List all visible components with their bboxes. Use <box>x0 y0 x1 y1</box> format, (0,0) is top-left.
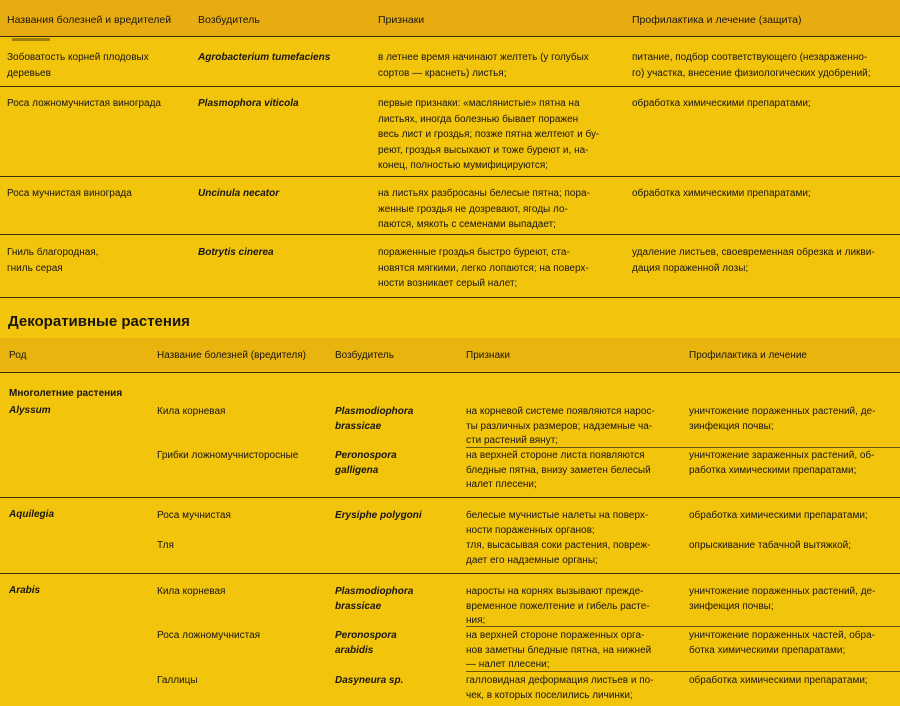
disease-name: Кила корневая <box>157 406 226 417</box>
pathogen-name: Plasmophora viticola <box>198 98 299 109</box>
disease-name: Галлицы <box>157 675 198 686</box>
treatment: уничтожение пораженных растений, де- зинфекция почвы; <box>689 406 876 432</box>
treatment: уничтожение пораженных растений, де- зинфекция почвы; <box>689 586 876 612</box>
pathogen-name: Erysiphe polygoni <box>335 510 422 521</box>
symptoms: на верхней стороне пораженных орга- нов заметны бледные пятна, на нижней — налет плесени; <box>466 630 652 670</box>
pathogen-name: Agrobacterium tumefaciens <box>198 52 331 63</box>
symptoms: тля, высасывая соки растения, повреж- дает его надземные органы; <box>466 540 651 566</box>
symptoms: галловидная деформация листьев и по- чек, в которых поселились личинки; <box>466 675 654 701</box>
table2-header-agent: Возбудитель <box>335 350 394 361</box>
divider <box>0 86 900 87</box>
table2-header <box>0 338 900 372</box>
treatment: удаление листьев, своевременная обрезка и ликви- дация пораженной лозы; <box>632 247 875 274</box>
disease-name: Тля <box>157 540 174 551</box>
disease-name: Роса ложномучнистая <box>157 630 261 641</box>
pathogen-name: Dasyneura sp. <box>335 675 404 686</box>
divider <box>0 176 900 177</box>
divider <box>0 297 900 298</box>
disease-name: Роса мучнистая <box>157 510 231 521</box>
section-title: Декоративные растения <box>8 313 190 330</box>
treatment: питание, подбор соответствующего (незараженно- го) участка, внесение физиологических удобрений; <box>632 52 871 79</box>
genus-name: Alyssum <box>9 405 51 416</box>
subsection-title: Многолетние растения <box>9 388 123 399</box>
symptoms: на листьях разбросаны белесые пятна; пора- женные гроздья не дозревают, ягоды ло- паются, мякоть с семенами выпадает; <box>378 188 590 230</box>
treatment: уничтожение зараженных растений, об- работка химическими препаратами; <box>689 450 875 476</box>
disease-name: Грибки ложномучнисторосные <box>157 450 299 461</box>
symptoms: в летнее время начинают желтеть (у голубых сортов — краснеть) листья; <box>378 52 589 79</box>
symptoms: белесые мучнистые налеты на поверх- ности пораженных органов; <box>466 510 649 536</box>
divider <box>0 573 900 574</box>
divider <box>466 671 900 672</box>
table1-header-agent: Возбудитель <box>198 14 260 26</box>
symptoms: на верхней стороне листа появляются бледные пятна, внизу заметен белесый налет плесени; <box>466 450 651 490</box>
divider <box>0 372 900 373</box>
disease-name: Зобоватость корней плодовых деревьев <box>7 52 149 79</box>
pathogen-name: Botrytis cinerea <box>198 247 274 258</box>
pathogen-name: Peronospora galligena <box>335 450 397 476</box>
genus-name: Arabis <box>9 585 41 596</box>
table1-header-signs: Признаки <box>378 14 425 26</box>
disease-name: Кила корневая <box>157 586 226 597</box>
treatment: обработка химическими препаратами; <box>689 675 868 686</box>
pathogen-name: Plasmodiophora brassicae <box>335 586 414 612</box>
treatment: опрыскивание табачной вытяжкой; <box>689 540 852 551</box>
treatment: уничтожение пораженных частей, обра- ботка химическими препаратами; <box>689 630 875 656</box>
divider <box>466 447 900 448</box>
divider <box>0 36 900 37</box>
pathogen-name: Uncinula necator <box>198 188 280 199</box>
symptoms: на корневой системе появляются нарос- ты различных размеров; надземные ча- сти растений вянут; <box>466 406 655 446</box>
symptoms: первые признаки: «маслянистые» пятна на листьях, иногда болезнью бывает поражен весь лист и гроздья; позже пятна желтеют и бу- реют, гроздья высыхают и тоже буреют и, на- конец, полностью мумифицируются; <box>378 98 600 171</box>
disease-name: Роса мучнистая винограда <box>7 188 132 199</box>
treatment: обработка химическими препаратами; <box>632 98 811 109</box>
disease-name: Гниль благородная, гниль серая <box>7 247 99 274</box>
divider <box>0 234 900 235</box>
table2-header-signs: Признаки <box>466 350 510 361</box>
treatment: обработка химическими препаратами; <box>632 188 811 199</box>
cropped-text-fragment <box>12 38 50 41</box>
genus-name: Aquilegia <box>9 509 55 520</box>
pathogen-name: Peronospora arabidis <box>335 630 397 656</box>
table2-header-treatment: Профилактика и лечение <box>689 350 807 361</box>
divider <box>0 497 900 498</box>
divider <box>466 626 900 627</box>
disease-name: Роса ложномучнистая винограда <box>7 98 161 109</box>
symptoms: пораженные гроздья быстро буреют, ста- новятся мягкими, легко лопаются; на поверх- ности возникает серый налет; <box>378 247 589 289</box>
symptoms: наросты на корнях вызывают прежде- временное пожелтение и гибель расте- ния; <box>466 586 650 626</box>
table2-header-name: Название болезней (вредителя) <box>157 350 306 361</box>
table2-header-genus: Род <box>9 350 27 361</box>
table1-header <box>0 0 900 36</box>
table1-header-treatment: Профилактика и лечение (защита) <box>632 14 802 26</box>
table1-header-name: Названия болезней и вредителей <box>7 14 172 26</box>
pathogen-name: Plasmodiophora brassicae <box>335 406 414 432</box>
treatment: обработка химическими препаратами; <box>689 510 868 521</box>
